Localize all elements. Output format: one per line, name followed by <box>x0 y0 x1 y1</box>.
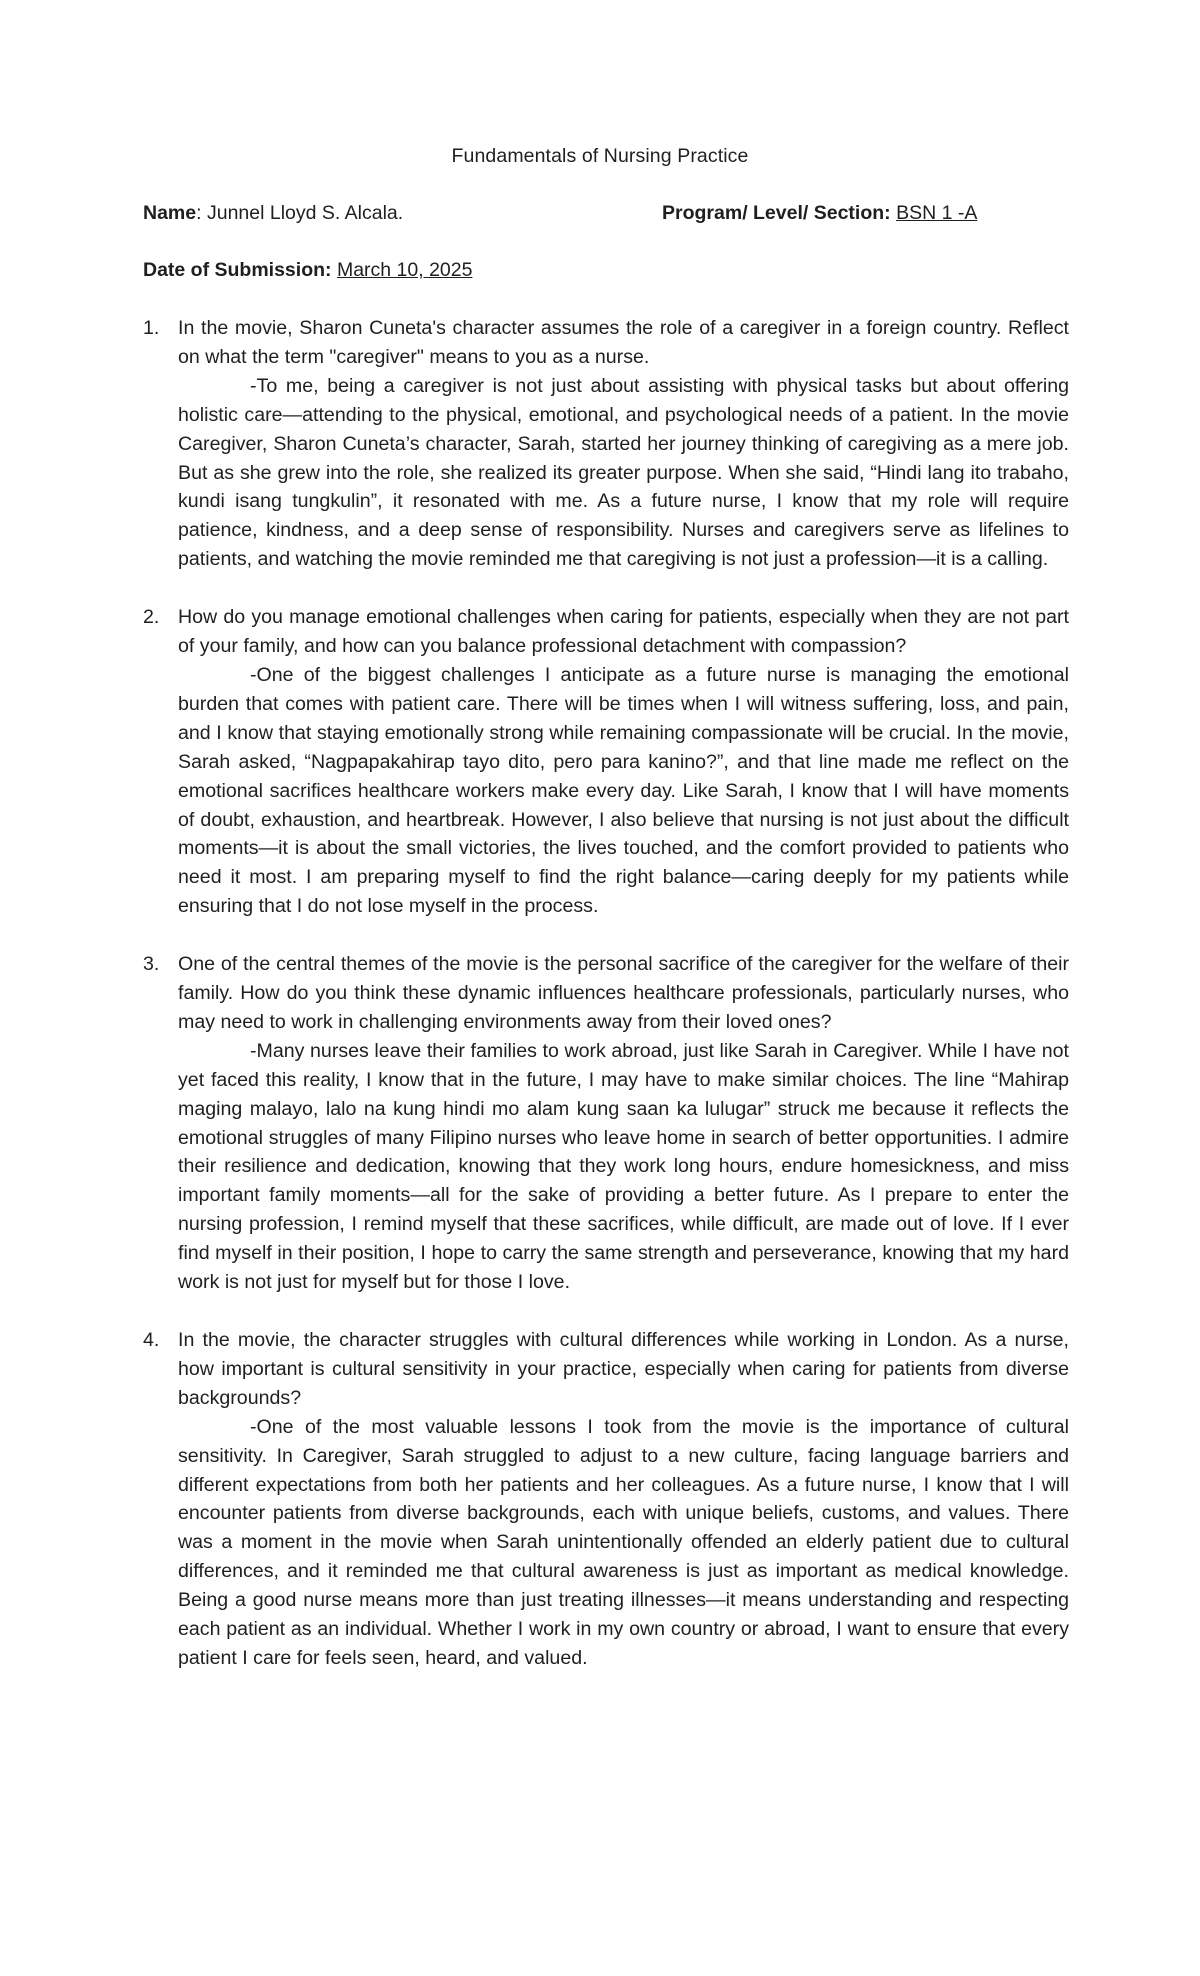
name-field <box>143 202 403 225</box>
program-field <box>662 202 977 225</box>
program-value: BSN 1 -A <box>896 202 978 224</box>
name-label: Name <box>143 202 197 224</box>
document-title: Fundamentals of Nursing Practice <box>451 145 749 167</box>
date-label: Date of Submission: <box>143 259 332 281</box>
question-item <box>143 1326 1069 1673</box>
answer-text: -Many nurses leave their families to work abroad, just like Sarah in Caregiver. While I have not yet faced this reality, I know that in the future, I may have to make similar choices. The line “Mahirap maging malayo, lalo na kung hindi mo alam kung saan ka lulugar” struck me because it reflects the emotional struggles of many Filipino nurses who leave home in search of better opportunities. I admire their resilience and dedication, knowing that they work long hours, endure homesickness, and miss important family moments—all for the sake of providing a better future. As I prepare to enter the nursing profession, I remind myself that these sacrifices, while difficult, are made out of love. If I ever find myself in their position, I hope to carry the same strength and perseverance, knowing that my hard work is not just for myself but for those I love. <box>178 1039 1069 1294</box>
question-number: 1. <box>143 317 160 339</box>
name-value: Junnel Lloyd S. Alcala. <box>206 202 404 224</box>
question-number: 4. <box>143 1329 160 1351</box>
answer-text: -To me, being a caregiver is not just about assisting with physical tasks but about offering holistic care—attending to the physical, emotional, and psychological needs of a patient. In the movie Caregiver, Sharon Cuneta’s character, Sarah, started her journey thinking of caregiving as a mere job. But as she grew into the role, she realized its greater purpose. When she said, “Hindi lang ito trabaho, kundi isang tungkulin”, it resonated with me. As a future nurse, I know that my role will require patience, kindness, and a deep sense of responsibility. Nurses and caregivers serve as lifelines to patients, and watching the movie reminded me that caregiving is not just a profession—it is a calling. <box>178 374 1069 571</box>
question-number: 2. <box>143 606 160 629</box>
question-number: 3. <box>143 953 160 976</box>
question-text: How do you manage emotional challenges when caring for patients, especially when they are not part of your family, and how can you balance professional detachment with compassion? <box>178 606 1069 658</box>
date-value: March 10, 2025 <box>336 259 473 281</box>
question-item <box>143 603 1069 921</box>
question-text: In the movie, the character struggles with cultural differences while working in London. As a nurse, how important is cultural sensitivity in your practice, especially when caring for patients from diverse backgrounds? <box>178 1329 1069 1409</box>
question-text: One of the central themes of the movie is the personal sacrifice of the caregiver for the welfare of their family. How do you think these dynamic influences healthcare professionals, particularly nurses, who may need to work in challenging environments away from their loved ones? <box>178 953 1069 1033</box>
name-colon: : <box>196 202 207 224</box>
answer-text: -One of the biggest challenges I anticipate as a future nurse is managing the emotional burden that comes with patient care. There will be times when I will witness suffering, loss, and pain, and I know that staying emotionally strong while remaining compassionate will be crucial. In the movie, Sarah asked, “Nagpapakahirap tayo dito, pero para kanino?”, and that line made me reflect on the emotional sacrifices healthcare workers make every day. Like Sarah, I know that I will have moments of doubt, exhaustion, and heartbreak. However, I also believe that nursing is not just about the difficult moments—it is about the small victories, the lives touched, and the comfort provided to patients who need it most. I am preparing myself to find the right balance—caring deeply for my patients while ensuring that I do not lose myself in the process. <box>178 663 1069 918</box>
question-item <box>143 950 1069 1297</box>
date-field <box>143 259 472 282</box>
question-item <box>143 314 1069 574</box>
question-list <box>143 314 1069 1702</box>
question-text: In the movie, Sharon Cuneta's character assumes the role of a caregiver in a foreign country. Reflect on what the term "caregiver" means to you as a nurse. <box>178 317 1069 368</box>
program-label: Program/ Level/ Section: <box>662 202 891 224</box>
answer-text: -One of the most valuable lessons I took from the movie is the importance of cultural sensitivity. In Caregiver, Sarah struggled to adjust to a new culture, facing language barriers and different expectations from both her patients and her colleagues. As a future nurse, I know that I will encounter patients from diverse backgrounds, each with unique beliefs, customs, and values. There was a moment in the movie when Sarah unintentionally offended an elderly patient due to cultural differences, and it reminded me that cultural awareness is just as important as medical knowledge. Being a good nurse means more than just treating illnesses—it means understanding and respecting each patient as an individual. Whether I work in my own country or abroad, I want to ensure that every patient I care for feels seen, heard, and valued. <box>178 1415 1069 1669</box>
